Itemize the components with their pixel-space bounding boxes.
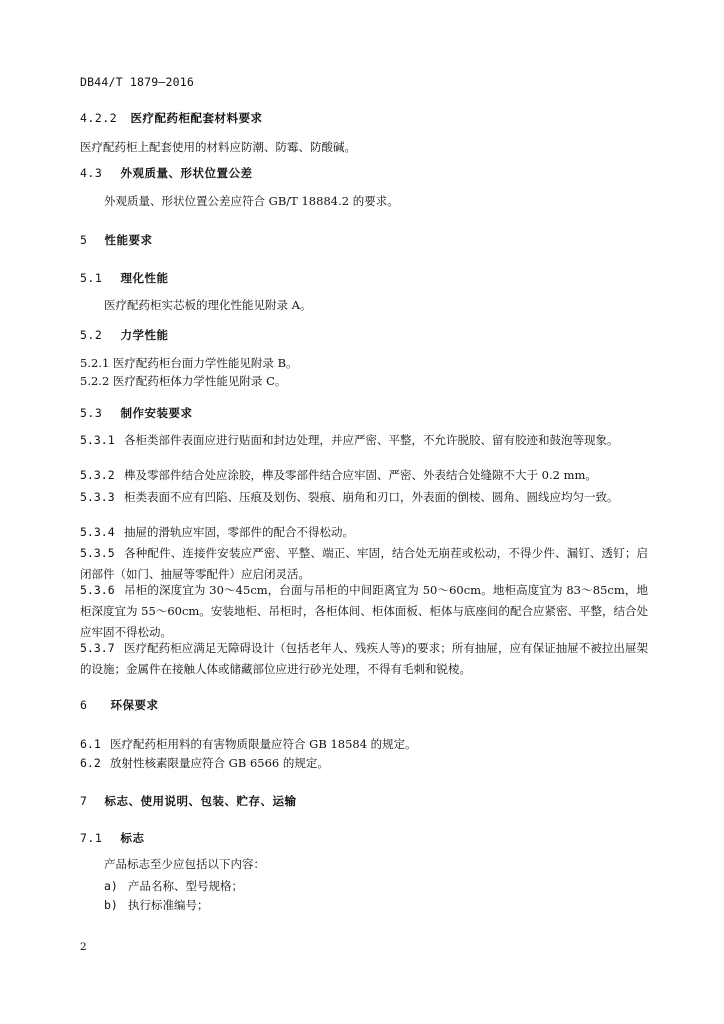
item-5-3-6: [80, 580, 648, 643]
paragraph-5-1: 医疗配药柜实芯板的理化性能见附录 A。: [104, 298, 312, 312]
heading-4-2-2: [80, 110, 263, 126]
heading-number: 5.3: [80, 406, 103, 420]
heading-number: 7.1: [80, 831, 103, 845]
item-number: 5.3.6: [80, 583, 115, 597]
item-text: 各种配件、连接件安装应严密、平整、端正、牢固，结合处无崩茬或松动，不得少件、漏钉、透钉；启闭部件（如门、抽屉等零配件）应启闭灵活。: [80, 546, 648, 581]
heading-5-2: [80, 327, 169, 343]
list-label: b): [104, 898, 118, 912]
item-number: 5.3.1: [80, 433, 115, 447]
heading-title: 制作安装要求: [120, 406, 193, 420]
item-text: 抽屉的滑轨应牢固，零部件的配合不得松动。: [124, 525, 354, 539]
item-text: 吊柜的深度宜为 30～45cm，台面与吊柜的中间距离宜为 50～60cm。地柜高度宜为 83～85cm，地柜深度宜为 55～60cm。安装地柜、吊柜时，各柜体间、柜体面板、柜体与底座间的配合应紧密、平整，结合处应牢固不得松动。: [80, 583, 648, 639]
item-number: 6.2: [80, 756, 101, 770]
item-number: 5.3.4: [80, 525, 115, 539]
item-number: 6.1: [80, 737, 101, 751]
heading-number: 5: [80, 233, 88, 247]
paragraph-4-2-2: 医疗配药柜上配套使用的材料应防潮、防霉、防酸碱。: [80, 140, 356, 154]
heading-title: 标志、使用说明、包装、贮存、运输: [104, 794, 297, 808]
item-5-3-5: [80, 543, 648, 585]
document-code-header: DB44/T 1879—2016: [80, 75, 194, 89]
item-text: 放射性核素限量应符合 GB 6566 的规定。: [110, 756, 329, 770]
item-text: 各柜类部件表面应进行贴面和封边处理，并应严密、平整，不允许脱胶、留有胶迹和鼓泡等现象。: [124, 433, 619, 447]
item-text: 榫及零部件结合处应涂胶，榫及零部件结合应牢固、严密、外表结合处缝隙不大于 0.2 mm。: [124, 468, 597, 482]
item-number: 5.3.7: [80, 641, 115, 655]
heading-title: 医疗配药柜配套材料要求: [130, 111, 263, 125]
list-text: 产品名称、型号规格；: [128, 879, 243, 893]
heading-title: 性能要求: [104, 233, 153, 247]
item-text: 医疗配药柜用料的有害物质限量应符合 GB 18584 的规定。: [110, 737, 417, 751]
heading-5: [80, 232, 153, 248]
list-text: 执行标准编号；: [128, 898, 209, 912]
item-5-3-4: [80, 522, 648, 543]
paragraph-7-1-intro: 产品标志至少应包括以下内容：: [104, 857, 265, 871]
item-5-3-2: [80, 465, 648, 486]
heading-number: 6: [80, 698, 88, 712]
heading-title: 标志: [120, 831, 145, 845]
item-6-1: [80, 734, 417, 755]
heading-number: 4.2.2: [80, 111, 118, 125]
heading-title: 力学性能: [120, 328, 169, 342]
item-number: 5.3.5: [80, 546, 115, 560]
heading-number: 7: [80, 794, 88, 808]
heading-title: 外观质量、形状位置公差: [120, 166, 253, 180]
item-5-2-1: 5.2.1 医疗配药柜台面力学性能见附录 B。: [80, 356, 298, 370]
heading-5-1: [80, 270, 169, 286]
list-item-b: [104, 895, 209, 916]
heading-7: [80, 793, 297, 809]
heading-4-3: [80, 165, 253, 181]
item-6-2: [80, 753, 329, 774]
paragraph-4-3: 外观质量、形状位置公差应符合 GB/T 18884.2 的要求。: [104, 194, 399, 208]
heading-5-3: [80, 405, 193, 421]
item-text: 医疗配药柜应满足无障碍设计（包括老年人、残疾人等)的要求；所有抽屉，应有保证抽屉不被拉出屉架的设施；金属件在接触人体或储藏部位应进行砂光处理，不得有毛刺和锐棱。: [80, 641, 648, 676]
heading-number: 5.2: [80, 328, 103, 342]
heading-title: 环保要求: [110, 698, 159, 712]
heading-number: 4.3: [80, 166, 103, 180]
heading-7-1: [80, 830, 145, 846]
list-item-a: [104, 876, 243, 897]
item-5-3-3: [80, 487, 648, 508]
item-number: 5.3.3: [80, 490, 115, 504]
heading-6: [80, 697, 159, 713]
item-5-3-1: [80, 430, 648, 451]
item-5-2-2: 5.2.2 医疗配药柜体力学性能见附录 C。: [80, 374, 287, 388]
item-5-3-7: [80, 638, 648, 680]
heading-title: 理化性能: [120, 271, 169, 285]
item-number: 5.3.2: [80, 468, 115, 482]
item-text: 柜类表面不应有凹陷、压痕及划伤、裂痕、崩角和刃口，外表面的倒棱、圆角、圆线应均匀一致。: [124, 490, 619, 504]
page-number: 2: [80, 941, 87, 953]
list-label: a): [104, 879, 118, 893]
heading-number: 5.1: [80, 271, 103, 285]
